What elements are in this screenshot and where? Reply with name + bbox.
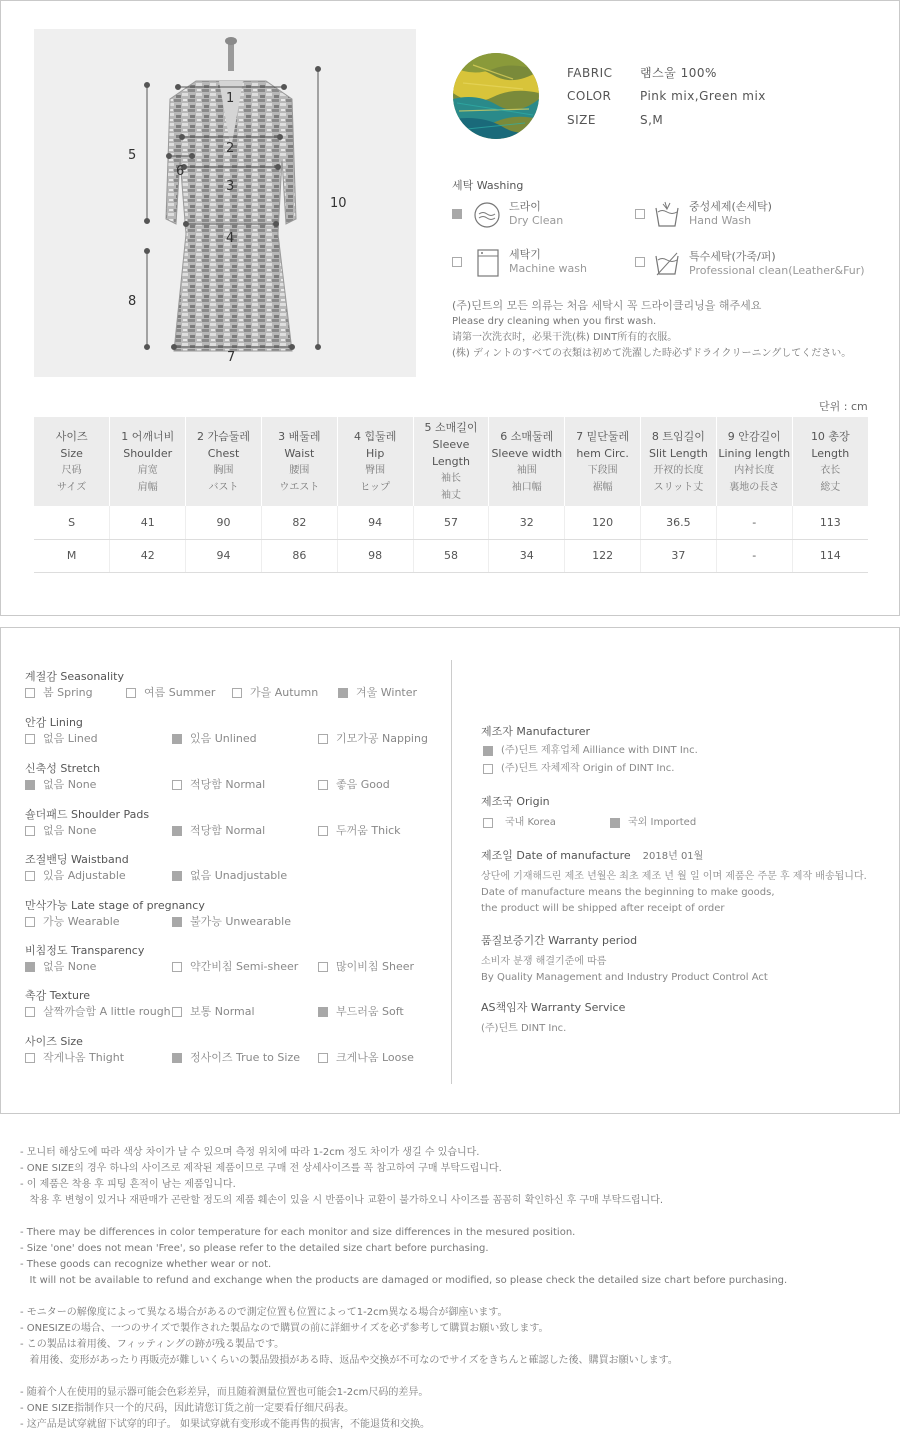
size-table-header-cell: 10 총장 Length 衣长 総丈: [792, 417, 868, 506]
attribute-option[interactable]: 겨울 Winter: [338, 687, 417, 699]
attribute-checkbox[interactable]: [25, 871, 35, 881]
attribute-option[interactable]: 기모가공 Napping: [318, 733, 428, 745]
size-table-header-cell: 9 안감길이 Lining length 内衬长度 裏地の長さ: [716, 417, 792, 506]
size-table: [34, 417, 868, 573]
attribute-checkbox[interactable]: [318, 962, 328, 972]
attribute-option[interactable]: 없음 Unadjustable: [172, 870, 287, 882]
attribute-title: 촉감 Texture: [25, 989, 91, 1002]
table-cell: 122: [565, 539, 641, 572]
size-table-header-cell: 1 어깨너비 Shoulder 肩宽 肩幅: [110, 417, 186, 506]
attribute-group: [25, 714, 445, 745]
attribute-option[interactable]: 살짝까슬함 A little rough: [25, 1006, 171, 1018]
label-8: 8: [128, 294, 137, 309]
fabric-swatch: [453, 53, 539, 139]
manufacturer-option[interactable]: (주)딘트 자체제작 Origin of DINT Inc.: [481, 763, 891, 781]
attribute-group: [25, 987, 445, 1018]
coat-measurement-diagram: [34, 29, 416, 377]
attribute-checkbox[interactable]: [172, 1053, 182, 1063]
table-cell: 42: [110, 539, 186, 572]
attribute-option[interactable]: 약간비침 Semi-sheer: [172, 961, 298, 973]
label-5: 5: [128, 148, 137, 163]
table-cell: 98: [337, 539, 413, 572]
dry-clean-checkbox[interactable]: [452, 209, 462, 219]
label-4: 4: [226, 231, 235, 246]
professional-clean-icon: [653, 248, 681, 278]
manufacturer-checkbox[interactable]: [483, 746, 493, 756]
note-line: - Size 'one' does not mean 'Free', so please refer to the detailed size chart before purchasing.: [20, 1243, 489, 1254]
attribute-option[interactable]: 없음 None: [25, 825, 96, 837]
label-6: 6: [176, 164, 185, 179]
product-info-panel: [0, 0, 900, 616]
size-table-body: [34, 506, 868, 572]
notes-group: [20, 1305, 787, 1369]
size-table-header-cell: 4 힙둘레 Hip 臀围 ヒップ: [337, 417, 413, 506]
label-3: 3: [226, 179, 235, 194]
attribute-checkbox[interactable]: [172, 871, 182, 881]
size-table-header: [34, 417, 868, 506]
label-7: 7: [227, 350, 236, 365]
table-cell: 37: [641, 539, 717, 572]
table-cell: 82: [261, 506, 337, 539]
note-line: - These goods can recognize whether wear or not.: [20, 1259, 272, 1270]
attribute-group: [25, 851, 445, 882]
dry-clean-label: 드라이 Dry Clean: [509, 200, 564, 227]
origin-checkbox[interactable]: [610, 818, 620, 828]
attribute-checkbox[interactable]: [25, 1007, 35, 1017]
note-line: - この製品は着用後、フィッティングの跡が残る製品です。: [20, 1339, 285, 1350]
attribute-option[interactable]: 가능 Wearable: [25, 916, 120, 928]
origin-option[interactable]: 국내 Korea: [481, 817, 608, 835]
attribute-checkbox[interactable]: [318, 1007, 328, 1017]
table-cell: 34: [489, 539, 565, 572]
note-line: - ONE SIZE의 경우 하나의 사이즈로 제작된 제품이므로 구매 전 상세사이즈를 꼭 참고하여 구매 부탁드립니다.: [20, 1163, 502, 1174]
hand-wash-label: 중성세제(손세탁) Hand Wash: [689, 200, 772, 227]
spec-color: COLOR Pink mix,Green mix: [567, 89, 766, 103]
attribute-checkbox[interactable]: [126, 688, 136, 698]
size-table-header-cell: 8 트임길이 Slit Length 开衩的长度 スリット丈: [641, 417, 717, 506]
attribute-option[interactable]: 많이비침 Sheer: [318, 961, 414, 973]
label-10: 10: [330, 196, 347, 211]
label-2: 2: [226, 141, 235, 156]
manufacturer-block: 제조자 Manufacturer (주)딘트 제휴업체 Ailliance with DINT Inc. (주)딘트 자체제작 Origin of DINT Inc.: [481, 723, 891, 781]
attribute-checkbox[interactable]: [172, 826, 182, 836]
attribute-group: [25, 668, 445, 699]
notes-group: [20, 1385, 787, 1433]
attribute-option[interactable]: 가을 Autumn: [232, 687, 318, 699]
table-cell: 114: [792, 539, 868, 572]
table-cell: -: [716, 506, 792, 539]
hand-wash-icon: [653, 200, 681, 230]
attribute-group: [25, 897, 445, 928]
mannequin-neck: [228, 41, 234, 71]
table-row: [34, 539, 868, 572]
attribute-option[interactable]: 두꺼움 Thick: [318, 825, 401, 837]
table-cell: 32: [489, 506, 565, 539]
note-line: - 这产品是试穿就留下试穿的印子。 如果试穿就有变形或不能再售的损害，不能退货和交换。: [20, 1419, 430, 1430]
manufacturer-checkbox[interactable]: [483, 764, 493, 774]
attribute-title: 사이즈 Size: [25, 1035, 83, 1048]
size-table-header-cell: 5 소매길이 Sleeve Length 袖长 袖丈: [413, 417, 489, 506]
manufacturer-option[interactable]: (주)딘트 제휴업체 Ailliance with DINT Inc.: [481, 745, 891, 763]
attribute-option[interactable]: 크게나옴 Loose: [318, 1052, 414, 1064]
professional-clean-label: 특수세탁(가죽/퍼) Professional clean(Leather&Fur): [689, 250, 865, 277]
attribute-title: 안감 Lining: [25, 716, 83, 729]
attribute-checkbox[interactable]: [25, 688, 35, 698]
table-cell: 36.5: [641, 506, 717, 539]
attribute-checkbox[interactable]: [318, 1053, 328, 1063]
attribute-group: [25, 806, 445, 837]
attribute-option[interactable]: 불가능 Unwearable: [172, 916, 291, 928]
attribute-option[interactable]: 정사이즈 True to Size: [172, 1052, 300, 1064]
attribute-checkbox[interactable]: [25, 826, 35, 836]
attribute-group: [25, 942, 445, 973]
table-cell: 86: [261, 539, 337, 572]
attribute-checkbox[interactable]: [318, 734, 328, 744]
note-line: It will not be available to refund and exchange when the products are damaged or modified, so please check the detailed size chart before purchasing.: [20, 1275, 788, 1286]
table-cell: 120: [565, 506, 641, 539]
attribute-checkbox[interactable]: [172, 780, 182, 790]
origin-block: 제조국 Origin 국내 Korea 국외 Imported: [481, 793, 891, 835]
table-cell: -: [716, 539, 792, 572]
table-cell: 57: [413, 506, 489, 539]
vertical-divider: [451, 660, 452, 1084]
machine-wash-checkbox[interactable]: [452, 257, 462, 267]
attribute-checkbox[interactable]: [25, 962, 35, 972]
attribute-option[interactable]: 없음 Lined: [25, 733, 98, 745]
attribute-option[interactable]: 없음 None: [25, 961, 96, 973]
warranty-service-block: AS책임자 Warranty Service (주)딘트 DINT Inc.: [481, 1001, 626, 1034]
notes-group: [20, 1225, 787, 1289]
origin-option[interactable]: 국외 Imported: [608, 817, 696, 835]
attribute-checkbox[interactable]: [172, 962, 182, 972]
attribute-group: [25, 760, 445, 791]
note-line: - 随着个人在使用的显示器可能会色彩差异，而且随着测量位置也可能会1-2cm尺码的差异。: [20, 1387, 429, 1398]
table-cell: 94: [337, 506, 413, 539]
note-line: - ONESIZEの場合、一つのサイズで製作された製品なので購買の前に詳細サイズを必ず参考して購買お願い致します。: [20, 1323, 549, 1334]
table-cell: 90: [186, 506, 262, 539]
note-line: 着用後、変形があったり再販売が難しいくらいの製品毀損がある時、返品や交換が不可なのでサイズをきちんと確認した後、購買お願いします。: [20, 1355, 678, 1366]
attribute-checkbox[interactable]: [25, 917, 35, 927]
attribute-checkbox[interactable]: [25, 780, 35, 790]
spec-fabric: FABRIC 램스울 100%: [567, 66, 717, 80]
washing-title: 세탁 Washing: [452, 179, 524, 192]
size-table-header-cell: 2 가슴둘레 Chest 胸围 バスト: [186, 417, 262, 506]
table-cell: 113: [792, 506, 868, 539]
hand-wash-checkbox[interactable]: [635, 209, 645, 219]
attribute-title: 신축성 Stretch: [25, 762, 101, 775]
note-line: - 모니터 해상도에 따라 색상 차이가 날 수 있으며 측정 위치에 따라 1-2cm 정도 차이가 생길 수 있습니다.: [20, 1147, 480, 1158]
dry-clean-icon: [473, 201, 501, 229]
washing-notes: (주)딘트의 모든 의류는 처음 세탁시 꼭 드라이클리닝을 해주세요 Please dry cleaning when you first wash. 请第一次洗衣时，必果干洗(株) DINT所有的衣服。 (株) ディントのすべての衣類は初めて洗濯した時必ずドライクリーニングしてください。: [452, 299, 852, 359]
date-of-manufacture-block: 제조일 Date of manufacture 2018년 01월 상단에 기재해드린 제조 년월은 최초 제조 년 월 일 이며 제품은 주문 후 제작 배송됩니다. Date of manufacture means the beginning to make goods, the product will be shipped after receipt of order: [481, 849, 867, 914]
attribute-title: 숄더패드 Shoulder Pads: [25, 808, 150, 821]
note-line: 착용 후 변형이 있거나 재판매가 곤란할 정도의 제품 훼손이 있을 시 반품이나 교환이 불가하오니 사이즈를 꼼꼼히 확인하신 후 구매 부탁드립니다.: [20, 1195, 664, 1206]
attribute-checkbox[interactable]: [25, 734, 35, 744]
attribute-title: 만삭가능 Late stage of pregnancy: [25, 899, 205, 912]
attribute-checkbox[interactable]: [318, 780, 328, 790]
attribute-checkbox[interactable]: [172, 734, 182, 744]
attribute-option[interactable]: 없음 None: [25, 779, 96, 791]
table-cell: 58: [413, 539, 489, 572]
attribute-title: 비침정도 Transparency: [25, 944, 145, 957]
table-cell: 94: [186, 539, 262, 572]
table-cell: M: [34, 539, 110, 572]
label-1: 1: [226, 91, 235, 106]
unit-label: 단위 : cm: [819, 400, 868, 413]
spec-size: SIZE S,M: [567, 113, 664, 127]
attribute-checkbox[interactable]: [232, 688, 242, 698]
purchase-notes: [20, 1145, 787, 1449]
attribute-option[interactable]: 적당함 Normal: [172, 825, 265, 837]
origin-checkbox[interactable]: [483, 818, 493, 828]
professional-clean-checkbox[interactable]: [635, 257, 645, 267]
size-table-header-cell: 7 밑단둘레 hem Circ. 下段围 裾幅: [565, 417, 641, 506]
size-table-header-cell: 6 소매둘레 Sleeve width 袖围 袖口幅: [489, 417, 565, 506]
attribute-option[interactable]: 좋음 Good: [318, 779, 390, 791]
note-line: - There may be differences in color temperature for each monitor and size differences in the mesured position.: [20, 1227, 576, 1238]
attribute-option[interactable]: 부드러움 Soft: [318, 1006, 404, 1018]
note-line: - 이 제품은 착용 후 피팅 흔적이 남는 제품입니다.: [20, 1179, 236, 1190]
note-line: - ONE SIZE指制作只一个的尺码，因此请您订货之前一定要看仔细尺码表。: [20, 1403, 355, 1414]
size-table-header-cell: 사이즈 Size 尺码 サイズ: [34, 417, 110, 506]
machine-wash-label: 세탁기 Machine wash: [509, 248, 587, 275]
warranty-period-block: 품질보증기간 Warranty period 소비자 분쟁 해결기준에 따름 By Quality Management and Industry Product Control Act: [481, 934, 768, 983]
attribute-checkbox[interactable]: [318, 826, 328, 836]
attribute-title: 조절밴딩 Waistband: [25, 853, 129, 866]
attribute-option[interactable]: 있음 Unlined: [172, 733, 257, 745]
attribute-option[interactable]: 여름 Summer: [126, 687, 215, 699]
attribute-checkbox[interactable]: [172, 917, 182, 927]
attribute-option[interactable]: 보통 Normal: [172, 1006, 255, 1018]
notes-group: [20, 1145, 787, 1209]
table-row: [34, 506, 868, 539]
product-attributes-panel: [0, 627, 900, 1114]
note-line: - モニターの解像度によって異なる場合があるので測定位置も位置によって1-2cm異なる場合が御座います。: [20, 1307, 508, 1318]
attribute-option[interactable]: 작게나옴 Thight: [25, 1052, 124, 1064]
attribute-checkbox[interactable]: [172, 1007, 182, 1017]
attribute-group: [25, 1033, 445, 1064]
attribute-option[interactable]: 적당함 Normal: [172, 779, 265, 791]
attribute-checkbox[interactable]: [25, 1053, 35, 1063]
table-cell: 41: [110, 506, 186, 539]
attribute-option[interactable]: 있음 Adjustable: [25, 870, 126, 882]
attribute-option[interactable]: 봄 Spring: [25, 687, 93, 699]
size-table-header-cell: 3 배둘레 Waist 腰围 ウエスト: [261, 417, 337, 506]
machine-wash-icon: [476, 248, 500, 278]
attribute-title: 계절감 Seasonality: [25, 670, 124, 683]
table-cell: S: [34, 506, 110, 539]
attribute-checkbox[interactable]: [338, 688, 348, 698]
